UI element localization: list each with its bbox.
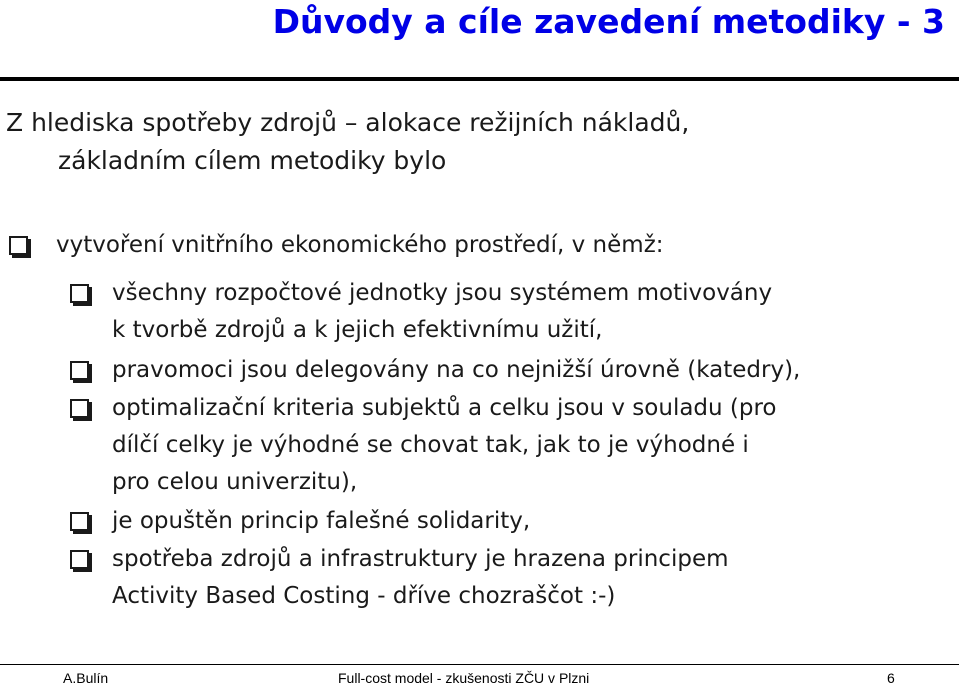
- intro-line-2: základním cílem metodiky bylo: [58, 146, 447, 175]
- square-bullet-icon: [9, 236, 28, 255]
- sub-bullet-4: [62, 503, 530, 540]
- title-divider: [0, 77, 959, 81]
- main-bullet: [6, 227, 664, 264]
- square-bullet-icon: [70, 361, 89, 380]
- main-bullet-text: vytvoření vnitřního ekonomického prostředí, v němž:: [56, 232, 664, 258]
- footer-title: Full-cost model - zkušenosti ZČU v Plzni: [338, 670, 590, 686]
- sub-bullet-3: [62, 390, 777, 501]
- square-bullet-icon: [70, 399, 89, 418]
- sub-bullet-1: [62, 275, 772, 349]
- square-bullet-icon: [70, 550, 89, 569]
- sub-bullet-2: [62, 352, 800, 389]
- sub-bullet-3-line-1: optimalizační kriteria subjektů a celku jsou v souladu (pro: [112, 395, 777, 421]
- sub-bullet-3-line-2: dílčí celky je výhodné se chovat tak, jak to je výhodné i: [112, 432, 749, 458]
- sub-bullet-5-line-1: spotřeba zdrojů a infrastruktury je hrazena principem: [112, 546, 729, 572]
- sub-bullet-2-line-1: pravomoci jsou delegovány na co nejnižší úrovně (katedry),: [112, 357, 801, 383]
- sub-bullet-4-line-1: je opuštěn princip falešné solidarity,: [112, 508, 531, 534]
- square-bullet-icon: [70, 284, 89, 303]
- intro-text: [6, 104, 689, 180]
- sub-bullet-5-line-2: Activity Based Costing - dříve chozraščot :-): [112, 583, 616, 609]
- sub-bullet-5: [62, 541, 729, 615]
- slide-title: Důvody a cíle zavedení metodiky - 3: [272, 2, 945, 41]
- sub-bullet-1-line-1: všechny rozpočtové jednotky jsou systémem motivovány: [112, 280, 773, 306]
- square-bullet-icon: [70, 512, 89, 531]
- footer-author: A.Bulín: [63, 670, 109, 686]
- footer-divider: [0, 664, 959, 665]
- sub-bullet-1-line-2: k tvorbě zdrojů a k jejich efektivnímu užití,: [112, 317, 603, 343]
- sub-bullet-3-line-3: pro celou univerzitu),: [112, 469, 358, 495]
- intro-line-1: Z hlediska spotřeby zdrojů – alokace režijních nákladů,: [6, 108, 690, 137]
- page-number: 6: [887, 670, 895, 686]
